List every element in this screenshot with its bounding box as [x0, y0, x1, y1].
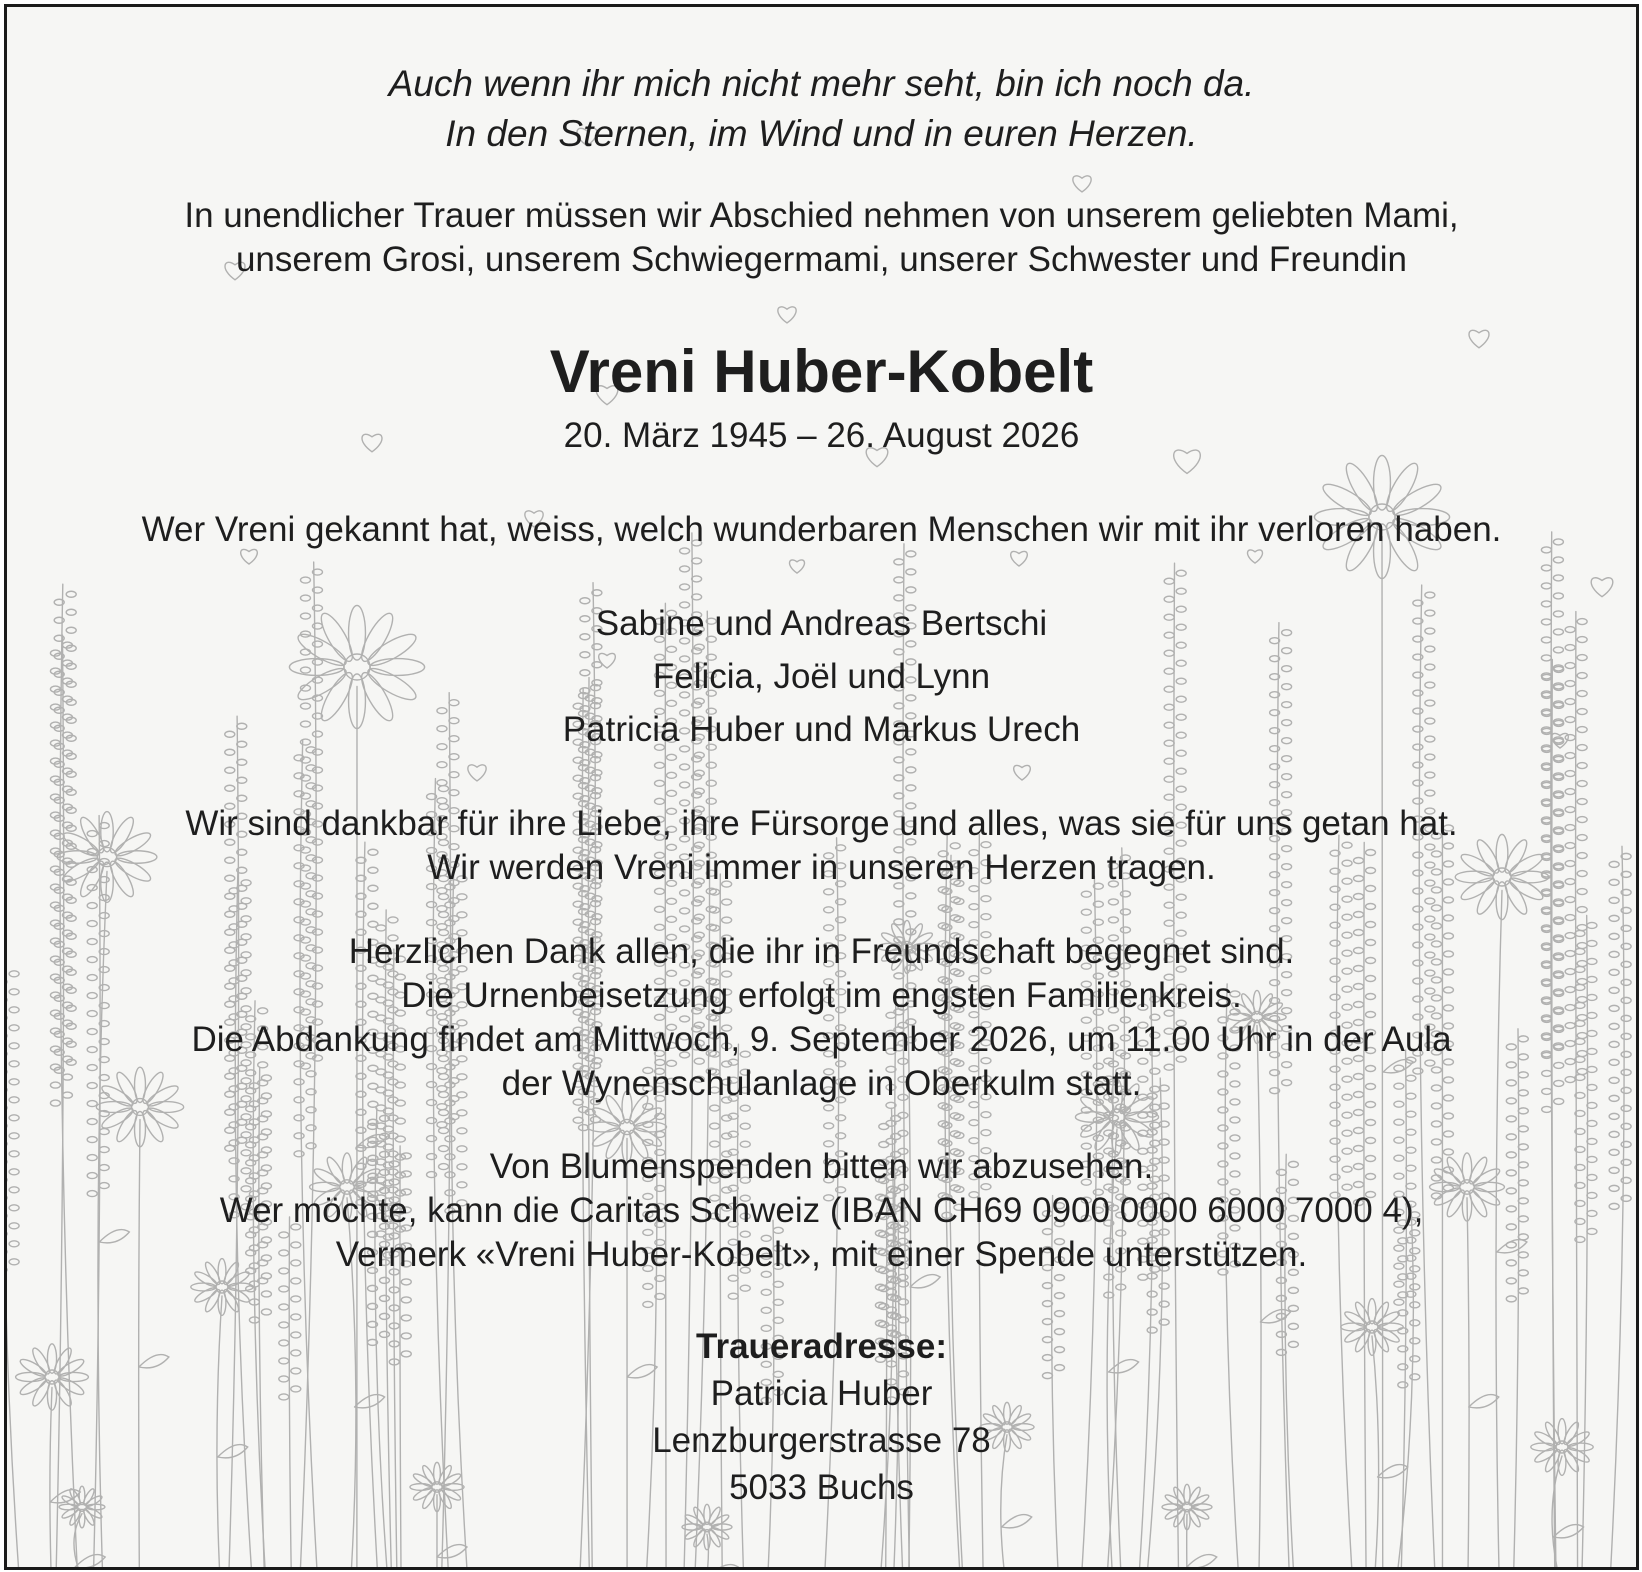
gratitude-line-1: Wir sind dankbar für ihre Liebe, ihre Fürsorge und alles, was sie für uns getan hat. — [185, 804, 1458, 843]
heart-doodle — [790, 560, 805, 573]
ceremony-line-1: Herzlichen Dank allen, die ihr in Freundschaft begegnet sind. — [348, 932, 1295, 971]
address-name: Patricia Huber — [710, 1374, 933, 1413]
tribute-line: Wer Vreni gekannt hat, weiss, welch wunderbaren Menschen wir mit ihr verloren haben. — [141, 510, 1502, 549]
heart-doodle — [1014, 765, 1031, 780]
intro-line-2: unserem Grosi, unserem Schwiegermami, unserer Schwester und Freundin — [235, 240, 1408, 279]
mourner-line-3: Patricia Huber und Markus Urech — [562, 710, 1081, 749]
daisy-doodle — [682, 1504, 738, 1567]
ceremony-line-2: Die Urnenbeisetzung erfolgt im engsten Familienkreis. — [401, 976, 1242, 1015]
gratitude-line-2: Wir werden Vreni immer in unseren Herzen tragen. — [427, 848, 1216, 887]
motto-line-1: Auch wenn ihr mich nicht mehr seht, bin ich noch da. — [388, 63, 1255, 104]
heart-doodle — [1073, 176, 1091, 192]
address-heading: Traueradresse: — [696, 1327, 947, 1366]
life-dates: 20. März 1945 – 26. August 2026 — [563, 416, 1080, 455]
donation-line-3: Vermerk «Vreni Huber-Kobelt», mit einer Spende unterstützen. — [335, 1235, 1308, 1274]
ceremony-line-4: der Wynenschulanlage in Oberkulm statt. — [501, 1064, 1142, 1103]
heart-doodle — [778, 307, 796, 323]
deceased-name: Vreni Huber-Kobelt — [549, 338, 1094, 405]
mourner-line-1: Sabine und Andreas Bertschi — [595, 604, 1048, 643]
ceremony-line-3: Die Abdankung findet am Mittwoch, 9. September 2026, um 11.00 Uhr in der Aula — [191, 1020, 1452, 1059]
heart-doodle — [468, 765, 486, 781]
address-city: 5033 Buchs — [729, 1468, 914, 1507]
address-street: Lenzburgerstrasse 78 — [652, 1421, 991, 1460]
obituary-notice — [4, 4, 1639, 1570]
mourner-line-2: Felicia, Joël und Lynn — [652, 657, 991, 696]
donation-line-2: Wer möchte, kann die Caritas Schweiz (IBAN CH69 0900 0000 6000 7000 4), — [219, 1191, 1424, 1230]
donation-line-1: Von Blumenspenden bitten wir abzusehen. — [489, 1147, 1154, 1186]
heart-doodle — [1591, 578, 1613, 597]
motto-line-2: In den Sternen, im Wind und in euren Herzen. — [445, 113, 1198, 154]
heart-doodle — [1011, 551, 1028, 566]
intro-line-1: In unendlicher Trauer müssen wir Abschied nehmen von unserem geliebten Mami, — [184, 196, 1459, 235]
